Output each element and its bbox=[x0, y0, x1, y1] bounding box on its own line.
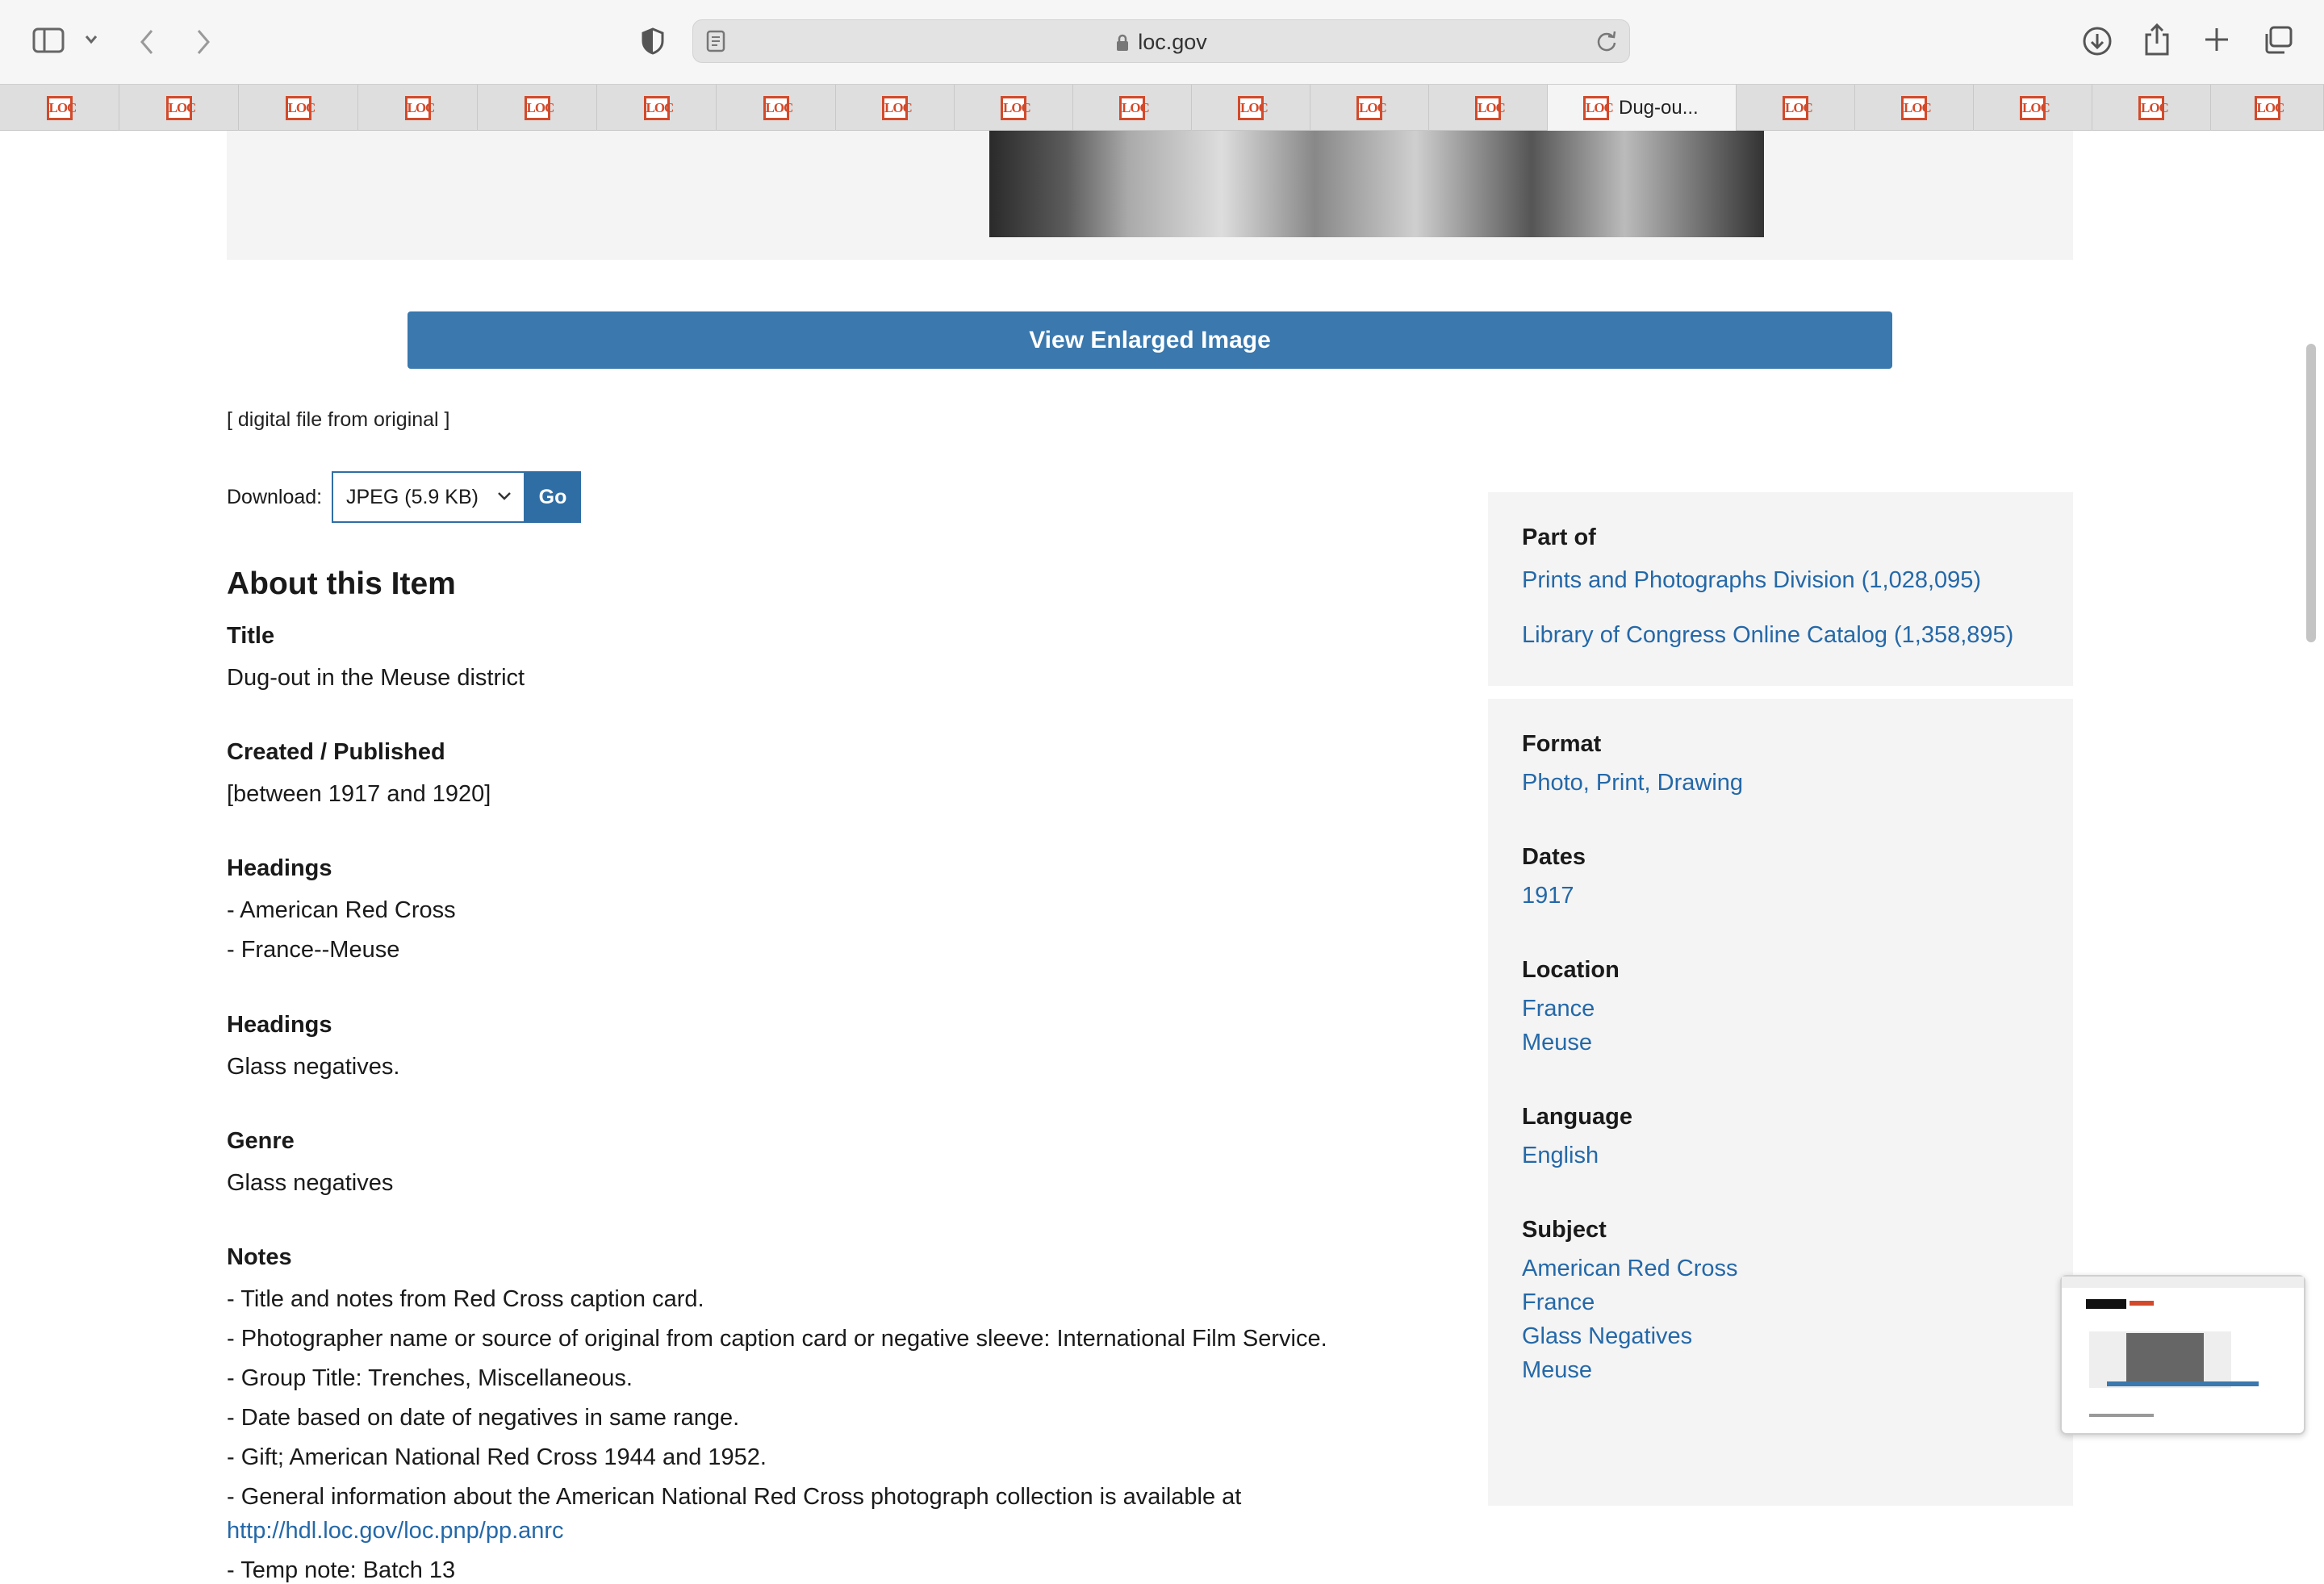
back-icon[interactable] bbox=[137, 27, 157, 56]
download-format-select[interactable] bbox=[332, 471, 525, 523]
tab-loc[interactable] bbox=[1855, 85, 1974, 131]
tab-loc[interactable] bbox=[2092, 85, 2211, 131]
tab-loc[interactable] bbox=[0, 85, 119, 131]
headings-label: Headings bbox=[227, 855, 332, 881]
loc-logo-icon: LOC bbox=[2255, 96, 2280, 120]
note-item: - Gift; American National Red Cross 1944 and 1952. bbox=[227, 1444, 767, 1470]
about-heading: About this Item bbox=[227, 566, 456, 601]
loc-logo-icon: LOC bbox=[882, 96, 908, 120]
genre-label: Genre bbox=[227, 1128, 295, 1154]
dates-link[interactable]: 1917 bbox=[1522, 883, 1574, 909]
tab-loc[interactable] bbox=[1310, 85, 1429, 131]
page-content bbox=[0, 131, 2324, 1583]
note-item: - Photographer name or source of original from caption card or negative sleeve: International Film Service. bbox=[227, 1326, 1327, 1352]
facets-box bbox=[1488, 699, 2073, 1506]
tab-bar bbox=[0, 84, 2324, 131]
loc-logo-icon: LOC bbox=[644, 96, 670, 120]
tab-loc[interactable] bbox=[597, 85, 717, 131]
loc-logo-icon: LOC bbox=[1475, 96, 1501, 120]
tab-loc[interactable] bbox=[478, 85, 597, 131]
loc-logo-icon: LOC bbox=[166, 96, 192, 120]
genre-value: Glass negatives bbox=[227, 1170, 394, 1196]
browser-toolbar bbox=[0, 0, 2324, 84]
created-label: Created / Published bbox=[227, 739, 445, 765]
part-of-label: Part of bbox=[1522, 525, 1596, 550]
anrc-collection-link[interactable]: http://hdl.loc.gov/loc.pnp/pp.anrc bbox=[227, 1518, 564, 1544]
url-text[interactable] bbox=[693, 30, 1629, 55]
subject-link[interactable]: Meuse bbox=[1522, 1357, 1593, 1383]
reload-icon[interactable] bbox=[1595, 30, 1618, 52]
loc-logo-icon: LOC bbox=[1356, 96, 1382, 120]
headings2-value: Glass negatives. bbox=[227, 1054, 400, 1080]
download-format-value: JPEG (5.9 KB) bbox=[346, 486, 479, 508]
forward-icon[interactable] bbox=[194, 27, 213, 56]
location-link[interactable]: Meuse bbox=[1522, 1030, 1593, 1055]
share-icon[interactable] bbox=[2143, 23, 2171, 56]
loc-logo-icon: LOC bbox=[2020, 96, 2046, 120]
chevron-down-icon bbox=[496, 491, 512, 502]
tab-loc[interactable] bbox=[836, 85, 955, 131]
loc-logo-icon: LOC bbox=[1583, 96, 1609, 120]
item-photo[interactable] bbox=[989, 131, 1764, 237]
headings-item: - American Red Cross bbox=[227, 897, 456, 923]
chevron-down-icon[interactable] bbox=[84, 34, 98, 45]
download-label: Download: bbox=[227, 486, 323, 508]
address-bar[interactable] bbox=[692, 19, 1630, 63]
tab-title: Dug-ou... bbox=[1619, 96, 1699, 119]
lock-icon bbox=[1115, 34, 1130, 52]
subject-link[interactable]: France bbox=[1522, 1289, 1595, 1315]
tab-overview-icon[interactable] bbox=[2263, 26, 2293, 55]
sidebar-toggle-icon[interactable] bbox=[32, 27, 65, 53]
language-link[interactable]: English bbox=[1522, 1143, 1599, 1168]
url-label: loc.gov bbox=[1138, 30, 1207, 54]
page-thumbnail-preview[interactable] bbox=[2060, 1275, 2305, 1435]
format-link[interactable]: Photo, Print, Drawing bbox=[1522, 770, 1744, 796]
part-of-link[interactable]: Library of Congress Online Catalog (1,358,895) bbox=[1522, 622, 2014, 648]
loc-logo-icon: LOC bbox=[2138, 96, 2164, 120]
part-of-link[interactable]: Prints and Photographs Division (1,028,095) bbox=[1522, 567, 1982, 593]
tab-loc[interactable] bbox=[717, 85, 836, 131]
subject-link[interactable]: American Red Cross bbox=[1522, 1256, 1738, 1281]
loc-logo-icon: LOC bbox=[286, 96, 311, 120]
loc-logo-icon: LOC bbox=[763, 96, 789, 120]
created-value: [between 1917 and 1920] bbox=[227, 781, 491, 807]
tab-loc[interactable] bbox=[1073, 85, 1192, 131]
note-item: - General information about the American National Red Cross photograph collection is available at bbox=[227, 1484, 1242, 1510]
note-item: - Group Title: Trenches, Miscellaneous. bbox=[227, 1365, 633, 1391]
tab-loc[interactable] bbox=[1737, 85, 1855, 131]
format-label: Format bbox=[1522, 731, 1602, 757]
loc-logo-icon: LOC bbox=[1901, 96, 1927, 120]
tab-loc[interactable] bbox=[119, 85, 239, 131]
subject-label: Subject bbox=[1522, 1217, 1607, 1243]
download-go-button[interactable]: Go bbox=[525, 471, 581, 523]
language-label: Language bbox=[1522, 1104, 1632, 1130]
headings-item: - France--Meuse bbox=[227, 937, 400, 963]
view-enlarged-image-button[interactable]: View Enlarged Image bbox=[408, 311, 1892, 369]
privacy-shield-icon[interactable] bbox=[641, 27, 665, 55]
location-link[interactable]: France bbox=[1522, 996, 1595, 1022]
headings2-label: Headings bbox=[227, 1012, 332, 1038]
notes-label: Notes bbox=[227, 1244, 292, 1270]
scrollbar-thumb[interactable] bbox=[2306, 344, 2316, 642]
location-label: Location bbox=[1522, 957, 1620, 983]
downloads-icon[interactable] bbox=[2082, 26, 2113, 56]
tab-loc[interactable] bbox=[239, 85, 358, 131]
loc-logo-icon: LOC bbox=[1783, 96, 1808, 120]
loc-logo-icon: LOC bbox=[47, 96, 73, 120]
tab-loc[interactable] bbox=[358, 85, 478, 131]
note-item: - Date based on date of negatives in same range. bbox=[227, 1405, 740, 1431]
title-value: Dug-out in the Meuse district bbox=[227, 665, 525, 691]
subject-link[interactable]: Glass Negatives bbox=[1522, 1323, 1693, 1349]
note-item: - Title and notes from Red Cross caption card. bbox=[227, 1286, 704, 1312]
title-label: Title bbox=[227, 623, 275, 649]
dates-label: Dates bbox=[1522, 844, 1586, 870]
new-tab-icon[interactable] bbox=[2203, 26, 2230, 53]
digital-file-caption: [ digital file from original ] bbox=[227, 408, 450, 431]
image-panel bbox=[227, 131, 2073, 260]
tab-active[interactable] bbox=[1548, 85, 1737, 131]
loc-logo-icon: LOC bbox=[405, 96, 431, 120]
tab-loc[interactable] bbox=[1192, 85, 1310, 131]
tab-loc[interactable] bbox=[955, 85, 1073, 131]
loc-logo-icon: LOC bbox=[1238, 96, 1264, 120]
tab-loc[interactable] bbox=[1429, 85, 1548, 131]
note-item: - Temp note: Batch 13 bbox=[227, 1557, 456, 1583]
tab-loc[interactable] bbox=[1974, 85, 2092, 131]
loc-logo-icon: LOC bbox=[525, 96, 550, 120]
loc-logo-icon: LOC bbox=[1119, 96, 1145, 120]
tab-loc[interactable] bbox=[2211, 85, 2324, 131]
loc-logo-icon: LOC bbox=[1001, 96, 1026, 120]
